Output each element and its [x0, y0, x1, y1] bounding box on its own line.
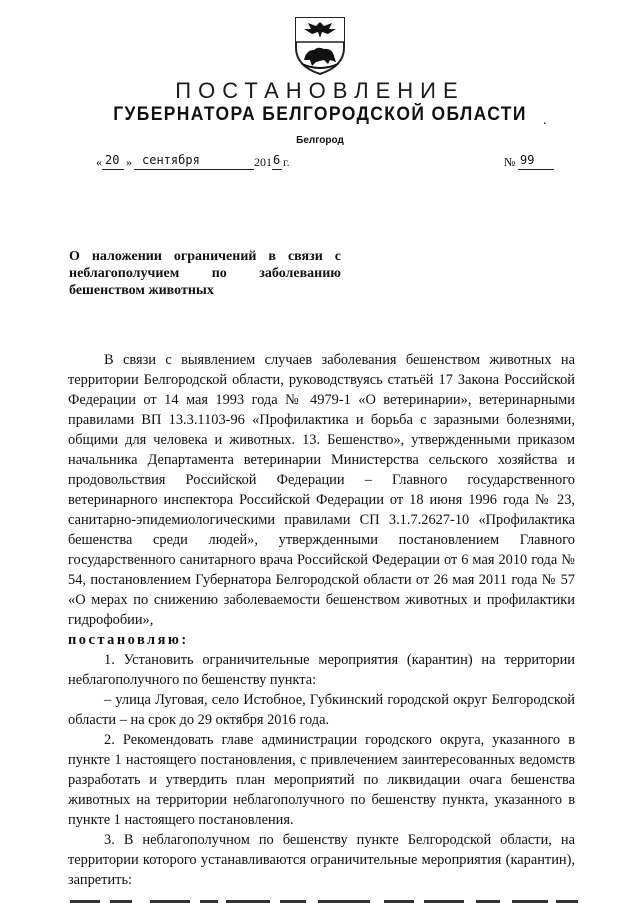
- number-underline: [518, 169, 554, 170]
- item-1: 1. Установить ограничительные мероприятия (карантин) на территории неблагополучного по бешенству пункта:: [68, 652, 575, 688]
- coat-of-arms-emblem: [290, 14, 350, 76]
- decree-word: постановляю:: [68, 632, 189, 648]
- month-underline: [134, 169, 254, 170]
- date-close-quote: »: [126, 155, 132, 169]
- year-prefix: 201: [254, 155, 272, 169]
- date-number-line: [96, 153, 556, 173]
- document-subject: О наложении ограничений в связи с неблагополучием по заболеванию бешенством животных: [69, 249, 341, 298]
- date-month: сентября: [142, 153, 200, 167]
- day-underline: [102, 169, 124, 170]
- document-number: 99: [520, 153, 535, 167]
- stray-dot: .: [543, 113, 547, 128]
- city-name: Белгород: [296, 135, 344, 146]
- year-unit: г.: [283, 155, 290, 169]
- date-open-quote: «: [96, 155, 102, 169]
- cut-off-next-line: [0, 896, 640, 905]
- document-body: [68, 350, 575, 890]
- preamble-paragraph: В связи с выявлением случаев заболевания бешенством животных на территории Белгородской области, руководствуясь статьёй 17 Закона Российской Федерации от 14 мая 1993 года № 4979-1 «О ветеринарии», ветеринарными правилами ВП 13.3.1103-96 «Профилактика и борьба с заразными болезнями, общими для человека и животных. 13. Бешенство», утвержденными приказом начальника Департамента ветеринарии Министерства сельского хозяйства и продовольствия Российской Федерации – Главного государственного ветеринарного инспектора Российской Федерации от 18 июня 1996 года № 23, санитарно-эпидемиологическими правилами СП 3.1.7.2627-10 «Профилактика бешенства среди людей», утвержденными постановлением Главного государственного санитарного врача Российской Федерации от 6 мая 2010 года № 54, постановлением Губернатора Белгородской области от 26 мая 2011 года № 57 «О мерах по снижению заболеваемости бешенством животных и профилактики гидрофобии»,: [68, 352, 575, 628]
- year-suffix: 6: [273, 153, 281, 167]
- document-type-title: ПОСТАНОВЛЕНИЕ: [175, 78, 465, 103]
- item-1-sub: – улица Луговая, село Истобное, Губкинский городской округ Белгородской области – на срок до 29 октября 2016 года.: [68, 692, 575, 728]
- decree-paragraph: [68, 630, 575, 650]
- issuer-title: ГУБЕРНАТОРА БЕЛГОРОДСКОЙ ОБЛАСТИ: [113, 104, 527, 125]
- date-day: 20: [105, 153, 120, 167]
- item-2: 2. Рекомендовать главе администрации городского округа, указанного в пункте 1 настоящего постановления, с привлечением заинтересованных ведомств разработать и утвердить план мероприятий по ликвидации очага бешенства животных на территории неблагополучного по бешенству пункта, указанного в пункте 1 настоящего постановления.: [68, 732, 575, 828]
- year-underline: [272, 169, 282, 170]
- item-3: 3. В неблагополучном по бешенству пункте Белгородской области, на территории которого устанавливаются ограничительные мероприятия (карантин), запретить:: [68, 832, 575, 888]
- number-label: №: [504, 155, 516, 169]
